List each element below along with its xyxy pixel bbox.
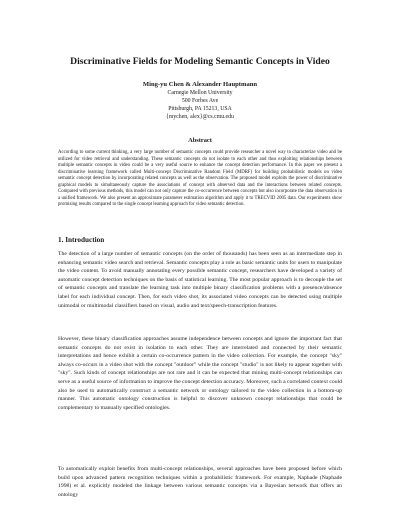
affiliation-line: Carnegie Mellon University [167,90,233,96]
body-paragraph: The detection of a large number of semantic concepts (on the order of thousands) has been seen as an intermediate step in enhancing semantic video search and retrieval. Semantic concepts play a role as basic semantic units for users to manipulate the video content. To avoid manually annotating every possible semantic concept, researchers have developed a variety of automatic concept detection techniques on the basis of statistical learning. The most popular approach is to decouple the set of semantic concepts and translate the learning task into multiple binary classification problems with a presence/absence label for each individual concept. Then, for each video shot, its associated video concepts can be detected using multiple unimodal or multimodal classifiers based on visual, audio and text/speech-transcription features. [58,251,342,309]
affiliation-line: Pittsburgh, PA 15213, USA [168,106,232,113]
body-paragraph: To automatically exploit benefits from multi-concept relationships, several approaches have been proposed before which build upon advanced pattern recognition techniques within a probabilistic framework. For example, Naphade (Naphade 1998) et al. explicitly modeled the linkage between various semantic concepts via a Bayesian network that offers an ontology [58,466,342,498]
author-email: {mychen, alex}@cs.cmu.edu [166,114,234,121]
affiliation-line: 500 Forbes Ave [181,98,219,105]
author-affiliation [0,89,400,121]
body-paragraph: However, these binary classification approaches assume independence between concepts and ignore the important fact that semantic concepts do not exist in isolation to each other. They are interrelated and connected by their semantic interpretations and hence exhibit a certain co-occurrence pattern in the video collection. For example, the concept "sky" always co-occurs in a video shot with the concept "outdoor" while the concept "studio" is not likely to appear together with "sky". Such kinds of concept relationships are not rare and it can be expected that mining multi-concept relationships can serve as a useful source of information to improve the concept detection accuracy. Moreover, such a correlated context could also be used to automatically construct a semantic network or ontology tailored to the video collection in a bottom-up manner. This automatic ontology construction is helpful to discover unknown concept relationships that could be complementary to manually specified ontologies. [58,336,342,411]
author-names: Ming-yu Chen & Alexander Hauptmann [142,81,258,88]
paper-title: Discriminative Fields for Modeling Semantic Concepts in Video [70,56,330,67]
abstract-text: According to some current thinking, a very large number of semantic concepts could provide researcher a novel way to characterize video and be utilized for video retrieval and understanding. These semantic concepts do not isolate to each other and thus exploiting relationships between multiple semantic concepts in video could be a very useful source to enhance the concept detection performance. In this paper we present a discriminative learning framework called Multi-concept Discriminative Random Field (MDRF) for building probabilistic models on video semantic concept detection by incorporating related concepts as well as the observation. The proposed model exploits the power of discriminative graphical models to simultaneously capture the associations of concept with observed data and the interactions between related concepts. Compared with previous methods, this model can not only capture the co-occurrence between concepts but also incorporate the data observation in a unified framework. We also present an approximate parameter estimation algorithm and apply it to TRECVID 2005 data. Our experiments show promising results compared to the single concept learning approach for video semantic detection. [58,150,342,208]
abstract-heading: Abstract [188,137,212,144]
section-heading: 1. Introduction [58,236,105,244]
